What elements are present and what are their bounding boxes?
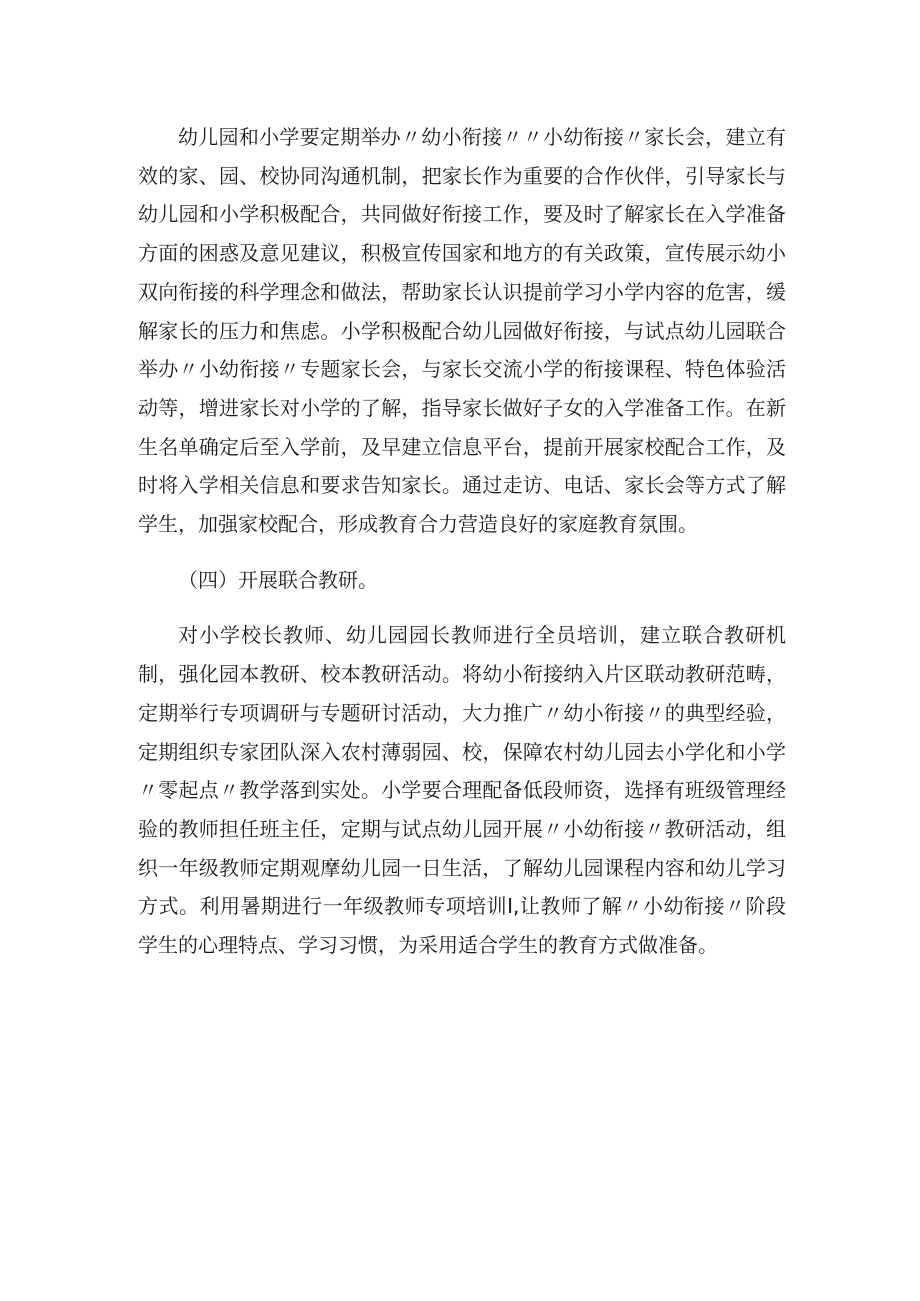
document-body — [138, 118, 786, 965]
paragraph-joint-teaching-research: 对小学校长教师、幼儿园园长教师进行全员培训，建立联合教研机制，强化园本教研、校本教研活动。将幼小衔接纳入片区联动教研范畴，定期举行专项调研与专题研讨活动，大力推广〃幼小衔接〃的典型经验，定期组织专家团队深入农村薄弱园、校，保障农村幼儿园去小学化和小学〃零起点〃教学落到实处。小学要合理配备低段师资，选择有班级管理经验的教师担任班主任，定期与试点幼儿园开展〃小幼衔接〃教研活动，组织一年级教师定期观摩幼儿园一日生活，了解幼儿园课程内容和幼儿学习方式。利用暑期进行一年级教师专项培训I,让教师了解〃小幼衔接〃阶段学生的心理特点、学习习惯，为采用适合学生的教育方式做准备。 — [138, 623, 786, 958]
paragraph-home-school-cooperation: 幼儿园和小学要定期举办〃幼小衔接〃〃小幼衔接〃家长会，建立有效的家、园、校协同沟通机制，把家长作为重要的合作伙伴，引导家长与幼儿园和小学积极配合，共同做好衔接工作，要及时了解家长在入学准备方面的困惑及意见建议，积极宣传国家和地方的有关政策，宣传展示幼小双向衔接的科学理念和做法，帮助家长认识提前学习小学内容的危害，缓解家长的压力和焦虑。小学积极配合幼儿园做好衔接，与试点幼儿园联合举办〃小幼衔接〃专题家长会，与家长交流小学的衔接课程、特色体验活动等，增进家长对小学的了解，指导家长做好子女的入学准备工作。在新生名单确定后至入学前，及早建立信息平台，提前开展家校配合工作，及时将入学相关信息和要求告知家长。通过走访、电话、家长会等方式了解学生，加强家校配合，形成教育合力营造良好的家庭教育氛围。 — [138, 125, 786, 537]
section-heading: （四）开展联合教研。 — [178, 567, 378, 592]
